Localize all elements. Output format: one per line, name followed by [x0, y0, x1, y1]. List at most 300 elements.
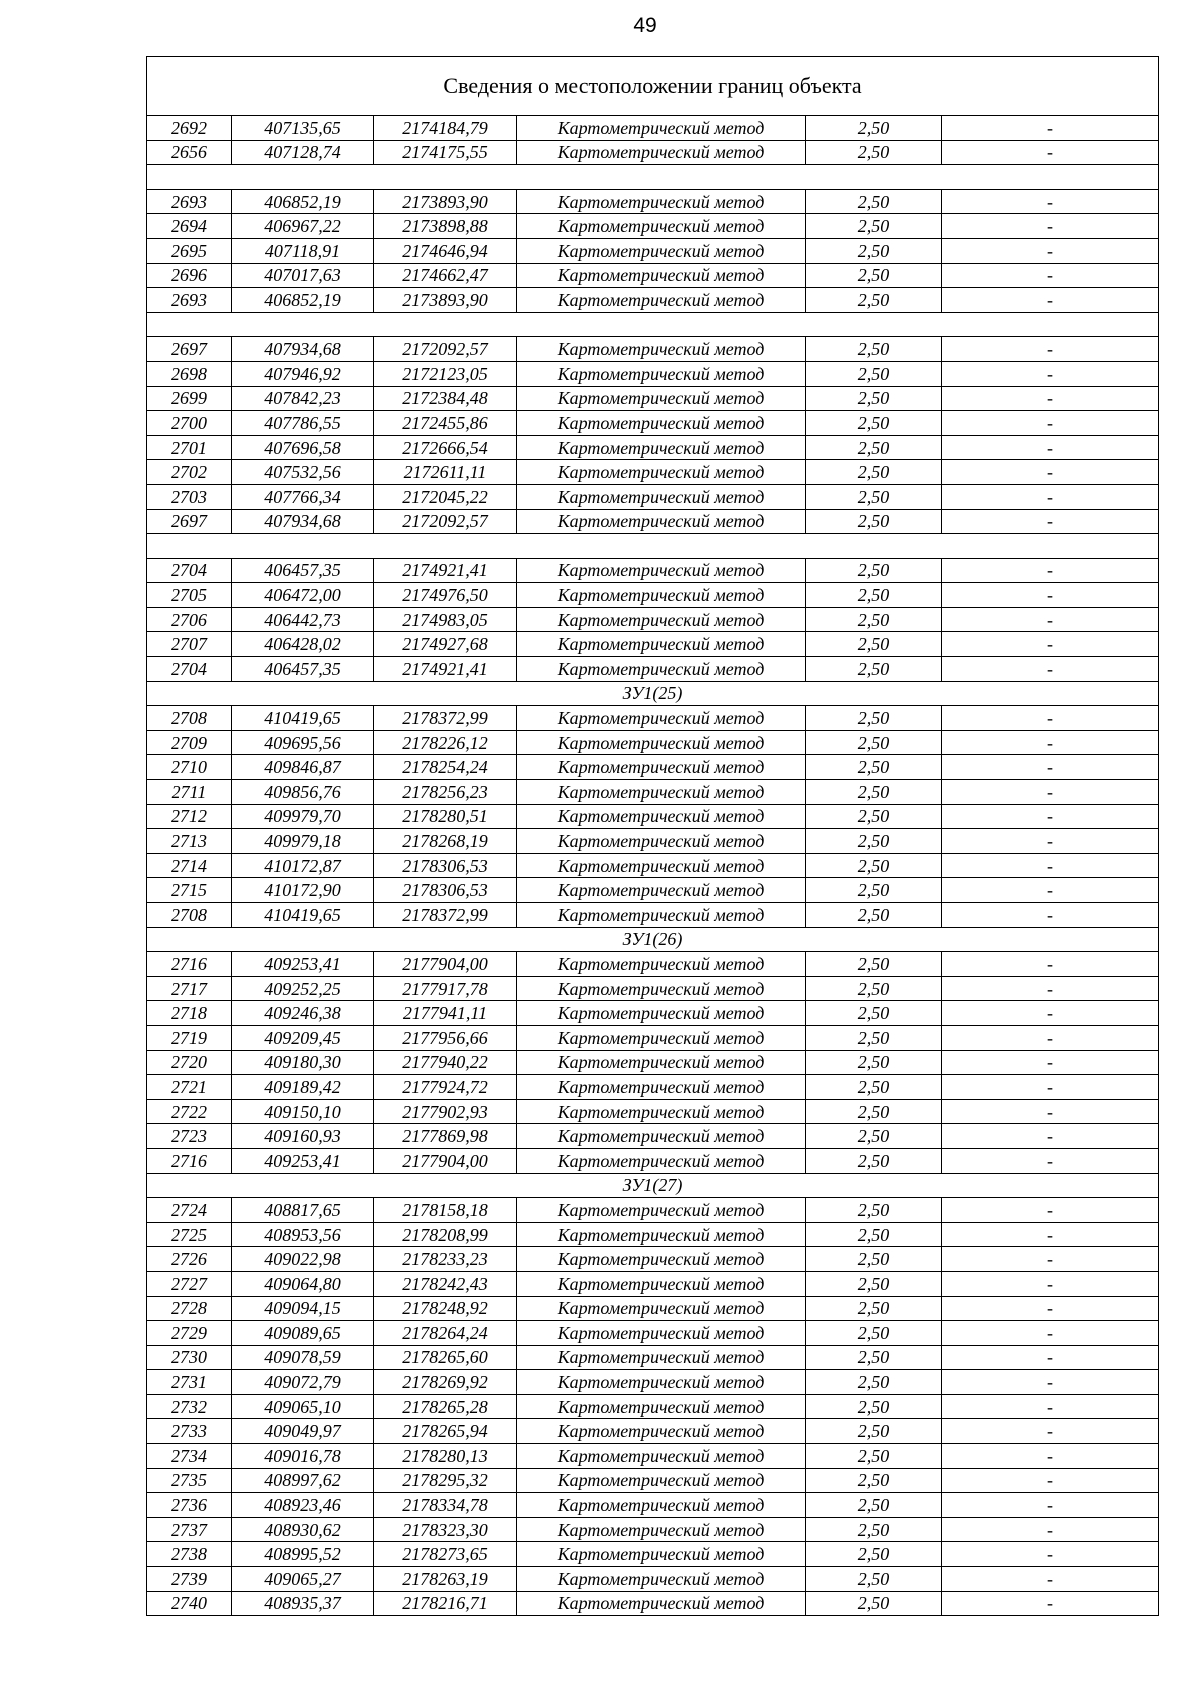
accuracy-cell: 2,50	[806, 238, 942, 263]
note-cell: -	[942, 1099, 1159, 1124]
method-cell: Картометрический метод	[517, 484, 806, 509]
point-number-cell: 2734	[147, 1444, 232, 1469]
y-coordinate-cell: 2178295,32	[374, 1468, 517, 1493]
table-row	[147, 1124, 1159, 1149]
method-cell: Картометрический метод	[517, 460, 806, 485]
y-coordinate-cell: 2178306,53	[374, 853, 517, 878]
method-cell: Картометрический метод	[517, 558, 806, 583]
table-row	[147, 657, 1159, 682]
y-coordinate-cell: 2178273,65	[374, 1542, 517, 1567]
method-cell: Картометрический метод	[517, 755, 806, 780]
accuracy-cell: 2,50	[806, 1271, 942, 1296]
note-cell: -	[942, 1419, 1159, 1444]
accuracy-cell: 2,50	[806, 1517, 942, 1542]
method-cell: Картометрический метод	[517, 288, 806, 313]
table-row	[147, 829, 1159, 854]
point-number-cell: 2708	[147, 903, 232, 928]
accuracy-cell: 2,50	[806, 189, 942, 214]
method-cell: Картометрический метод	[517, 1247, 806, 1272]
table-row	[147, 1542, 1159, 1567]
point-number-cell: 2721	[147, 1075, 232, 1100]
accuracy-cell: 2,50	[806, 558, 942, 583]
method-cell: Картометрический метод	[517, 238, 806, 263]
x-coordinate-cell: 407946,92	[232, 361, 374, 386]
note-cell: -	[942, 189, 1159, 214]
point-number-cell: 2714	[147, 853, 232, 878]
y-coordinate-cell: 2174976,50	[374, 583, 517, 608]
y-coordinate-cell: 2177940,22	[374, 1050, 517, 1075]
point-number-cell: 2718	[147, 1001, 232, 1026]
x-coordinate-cell: 408935,37	[232, 1591, 374, 1616]
table-row	[147, 1050, 1159, 1075]
y-coordinate-cell: 2178306,53	[374, 878, 517, 903]
note-cell: -	[942, 1271, 1159, 1296]
y-coordinate-cell: 2177904,00	[374, 1148, 517, 1173]
point-number-cell: 2717	[147, 976, 232, 1001]
boundary-table	[146, 56, 1159, 1616]
y-coordinate-cell: 2174175,55	[374, 140, 517, 165]
y-coordinate-cell: 2174921,41	[374, 558, 517, 583]
accuracy-cell: 2,50	[806, 484, 942, 509]
y-coordinate-cell: 2178280,51	[374, 804, 517, 829]
accuracy-cell: 2,50	[806, 460, 942, 485]
note-cell: -	[942, 411, 1159, 436]
y-coordinate-cell: 2173893,90	[374, 189, 517, 214]
point-number-cell: 2708	[147, 706, 232, 731]
accuracy-cell: 2,50	[806, 1493, 942, 1518]
x-coordinate-cell: 409253,41	[232, 1148, 374, 1173]
point-number-cell: 2722	[147, 1099, 232, 1124]
note-cell: -	[942, 730, 1159, 755]
y-coordinate-cell: 2178256,23	[374, 780, 517, 805]
accuracy-cell: 2,50	[806, 1296, 942, 1321]
table-row	[147, 1468, 1159, 1493]
method-cell: Картометрический метод	[517, 116, 806, 141]
method-cell: Картометрический метод	[517, 976, 806, 1001]
note-cell: -	[942, 632, 1159, 657]
accuracy-cell: 2,50	[806, 730, 942, 755]
note-cell: -	[942, 1394, 1159, 1419]
section-label: ЗУ1(25)	[147, 681, 1159, 706]
x-coordinate-cell: 407135,65	[232, 116, 374, 141]
note-cell: -	[942, 583, 1159, 608]
note-cell: -	[942, 1247, 1159, 1272]
point-number-cell: 2732	[147, 1394, 232, 1419]
y-coordinate-cell: 2178208,99	[374, 1222, 517, 1247]
method-cell: Картометрический метод	[517, 952, 806, 977]
accuracy-cell: 2,50	[806, 1222, 942, 1247]
note-cell: -	[942, 903, 1159, 928]
y-coordinate-cell: 2178158,18	[374, 1198, 517, 1223]
accuracy-cell: 2,50	[806, 755, 942, 780]
table-row	[147, 1296, 1159, 1321]
accuracy-cell: 2,50	[806, 337, 942, 362]
y-coordinate-cell: 2172611,11	[374, 460, 517, 485]
x-coordinate-cell: 409022,98	[232, 1247, 374, 1272]
accuracy-cell: 2,50	[806, 1468, 942, 1493]
x-coordinate-cell: 410172,87	[232, 853, 374, 878]
table-row	[147, 140, 1159, 165]
x-coordinate-cell: 410419,65	[232, 903, 374, 928]
x-coordinate-cell: 409016,78	[232, 1444, 374, 1469]
point-number-cell: 2739	[147, 1567, 232, 1592]
note-cell: -	[942, 1321, 1159, 1346]
point-number-cell: 2716	[147, 952, 232, 977]
accuracy-cell: 2,50	[806, 361, 942, 386]
table-row	[147, 1370, 1159, 1395]
note-cell: -	[942, 1198, 1159, 1223]
y-coordinate-cell: 2174646,94	[374, 238, 517, 263]
table-row	[147, 1321, 1159, 1346]
accuracy-cell: 2,50	[806, 435, 942, 460]
point-number-cell: 2704	[147, 657, 232, 682]
accuracy-cell: 2,50	[806, 657, 942, 682]
accuracy-cell: 2,50	[806, 706, 942, 731]
accuracy-cell: 2,50	[806, 1099, 942, 1124]
method-cell: Картометрический метод	[517, 1591, 806, 1616]
accuracy-cell: 2,50	[806, 1394, 942, 1419]
table-row	[147, 1099, 1159, 1124]
accuracy-cell: 2,50	[806, 607, 942, 632]
point-number-cell: 2692	[147, 116, 232, 141]
x-coordinate-cell: 409089,65	[232, 1321, 374, 1346]
point-number-cell: 2733	[147, 1419, 232, 1444]
spacer-row	[147, 534, 1159, 559]
y-coordinate-cell: 2178226,12	[374, 730, 517, 755]
table-row	[147, 263, 1159, 288]
x-coordinate-cell: 406428,02	[232, 632, 374, 657]
method-cell: Картометрический метод	[517, 1567, 806, 1592]
x-coordinate-cell: 409209,45	[232, 1025, 374, 1050]
y-coordinate-cell: 2174921,41	[374, 657, 517, 682]
table-row	[147, 214, 1159, 239]
method-cell: Картометрический метод	[517, 780, 806, 805]
table-row	[147, 1591, 1159, 1616]
table-row	[147, 1419, 1159, 1444]
boundary-table-container	[146, 56, 1158, 1616]
y-coordinate-cell: 2174184,79	[374, 116, 517, 141]
point-number-cell: 2700	[147, 411, 232, 436]
table-title: Сведения о местоположении границ объекта	[147, 57, 1159, 116]
note-cell: -	[942, 214, 1159, 239]
accuracy-cell: 2,50	[806, 1050, 942, 1075]
method-cell: Картометрический метод	[517, 706, 806, 731]
point-number-cell: 2712	[147, 804, 232, 829]
accuracy-cell: 2,50	[806, 116, 942, 141]
method-cell: Картометрический метод	[517, 214, 806, 239]
section-header-row	[147, 681, 1159, 706]
y-coordinate-cell: 2177869,98	[374, 1124, 517, 1149]
x-coordinate-cell: 408997,62	[232, 1468, 374, 1493]
table-row	[147, 509, 1159, 534]
accuracy-cell: 2,50	[806, 1247, 942, 1272]
spacer-cell	[147, 534, 1159, 559]
y-coordinate-cell: 2172666,54	[374, 435, 517, 460]
y-coordinate-cell: 2178233,23	[374, 1247, 517, 1272]
y-coordinate-cell: 2178372,99	[374, 903, 517, 928]
point-number-cell: 2694	[147, 214, 232, 239]
method-cell: Картометрический метод	[517, 1345, 806, 1370]
x-coordinate-cell: 409246,38	[232, 1001, 374, 1026]
note-cell: -	[942, 140, 1159, 165]
section-header-row	[147, 1173, 1159, 1198]
note-cell: -	[942, 263, 1159, 288]
y-coordinate-cell: 2172123,05	[374, 361, 517, 386]
note-cell: -	[942, 435, 1159, 460]
x-coordinate-cell: 409160,93	[232, 1124, 374, 1149]
x-coordinate-cell: 409064,80	[232, 1271, 374, 1296]
note-cell: -	[942, 657, 1159, 682]
table-row	[147, 755, 1159, 780]
table-row	[147, 706, 1159, 731]
y-coordinate-cell: 2174662,47	[374, 263, 517, 288]
table-row	[147, 903, 1159, 928]
x-coordinate-cell: 409695,56	[232, 730, 374, 755]
table-row	[147, 116, 1159, 141]
accuracy-cell: 2,50	[806, 1198, 942, 1223]
method-cell: Картометрический метод	[517, 263, 806, 288]
note-cell: -	[942, 1444, 1159, 1469]
x-coordinate-cell: 409846,87	[232, 755, 374, 780]
spacer-cell	[147, 312, 1159, 337]
note-cell: -	[942, 1296, 1159, 1321]
table-row	[147, 1567, 1159, 1592]
table-row	[147, 361, 1159, 386]
y-coordinate-cell: 2178280,13	[374, 1444, 517, 1469]
table-row	[147, 1517, 1159, 1542]
table-row	[147, 1222, 1159, 1247]
note-cell: -	[942, 1124, 1159, 1149]
note-cell: -	[942, 1148, 1159, 1173]
note-cell: -	[942, 1517, 1159, 1542]
table-row	[147, 484, 1159, 509]
accuracy-cell: 2,50	[806, 1321, 942, 1346]
section-header-row	[147, 927, 1159, 952]
table-row	[147, 583, 1159, 608]
accuracy-cell: 2,50	[806, 263, 942, 288]
table-row	[147, 878, 1159, 903]
method-cell: Картометрический метод	[517, 607, 806, 632]
table-row	[147, 411, 1159, 436]
table-row	[147, 1198, 1159, 1223]
x-coordinate-cell: 407128,74	[232, 140, 374, 165]
method-cell: Картометрический метод	[517, 1124, 806, 1149]
x-coordinate-cell: 409979,70	[232, 804, 374, 829]
note-cell: -	[942, 1468, 1159, 1493]
table-title-row	[147, 57, 1159, 116]
x-coordinate-cell: 406852,19	[232, 288, 374, 313]
method-cell: Картометрический метод	[517, 1493, 806, 1518]
table-row	[147, 1271, 1159, 1296]
accuracy-cell: 2,50	[806, 804, 942, 829]
accuracy-cell: 2,50	[806, 509, 942, 534]
point-number-cell: 2738	[147, 1542, 232, 1567]
method-cell: Картометрический метод	[517, 1370, 806, 1395]
method-cell: Картометрический метод	[517, 1099, 806, 1124]
y-coordinate-cell: 2178372,99	[374, 706, 517, 731]
table-row	[147, 288, 1159, 313]
accuracy-cell: 2,50	[806, 853, 942, 878]
point-number-cell: 2727	[147, 1271, 232, 1296]
table-row	[147, 460, 1159, 485]
point-number-cell: 2701	[147, 435, 232, 460]
accuracy-cell: 2,50	[806, 1025, 942, 1050]
spacer-row	[147, 312, 1159, 337]
x-coordinate-cell: 407934,68	[232, 337, 374, 362]
method-cell: Картометрический метод	[517, 386, 806, 411]
method-cell: Картометрический метод	[517, 337, 806, 362]
table-row	[147, 386, 1159, 411]
method-cell: Картометрический метод	[517, 1517, 806, 1542]
accuracy-cell: 2,50	[806, 878, 942, 903]
note-cell: -	[942, 484, 1159, 509]
y-coordinate-cell: 2178265,60	[374, 1345, 517, 1370]
note-cell: -	[942, 706, 1159, 731]
note-cell: -	[942, 1542, 1159, 1567]
x-coordinate-cell: 409252,25	[232, 976, 374, 1001]
accuracy-cell: 2,50	[806, 1345, 942, 1370]
note-cell: -	[942, 1025, 1159, 1050]
table-row	[147, 1247, 1159, 1272]
y-coordinate-cell: 2172092,57	[374, 337, 517, 362]
x-coordinate-cell: 406457,35	[232, 657, 374, 682]
table-row	[147, 189, 1159, 214]
method-cell: Картометрический метод	[517, 730, 806, 755]
method-cell: Картометрический метод	[517, 853, 806, 878]
x-coordinate-cell: 409189,42	[232, 1075, 374, 1100]
x-coordinate-cell: 407118,91	[232, 238, 374, 263]
y-coordinate-cell: 2178269,92	[374, 1370, 517, 1395]
point-number-cell: 2713	[147, 829, 232, 854]
x-coordinate-cell: 410419,65	[232, 706, 374, 731]
point-number-cell: 2699	[147, 386, 232, 411]
note-cell: -	[942, 116, 1159, 141]
accuracy-cell: 2,50	[806, 386, 942, 411]
table-row	[147, 337, 1159, 362]
y-coordinate-cell: 2178264,24	[374, 1321, 517, 1346]
point-number-cell: 2740	[147, 1591, 232, 1616]
accuracy-cell: 2,50	[806, 214, 942, 239]
y-coordinate-cell: 2178216,71	[374, 1591, 517, 1616]
note-cell: -	[942, 386, 1159, 411]
x-coordinate-cell: 406457,35	[232, 558, 374, 583]
y-coordinate-cell: 2178323,30	[374, 1517, 517, 1542]
table-row	[147, 730, 1159, 755]
method-cell: Картометрический метод	[517, 632, 806, 657]
point-number-cell: 2693	[147, 288, 232, 313]
x-coordinate-cell: 407934,68	[232, 509, 374, 534]
y-coordinate-cell: 2178265,28	[374, 1394, 517, 1419]
table-row	[147, 1001, 1159, 1026]
point-number-cell: 2705	[147, 583, 232, 608]
method-cell: Картометрический метод	[517, 1296, 806, 1321]
point-number-cell: 2715	[147, 878, 232, 903]
spacer-row	[147, 165, 1159, 190]
note-cell: -	[942, 607, 1159, 632]
point-number-cell: 2695	[147, 238, 232, 263]
note-cell: -	[942, 804, 1159, 829]
note-cell: -	[942, 952, 1159, 977]
point-number-cell: 2697	[147, 509, 232, 534]
y-coordinate-cell: 2172455,86	[374, 411, 517, 436]
note-cell: -	[942, 288, 1159, 313]
accuracy-cell: 2,50	[806, 829, 942, 854]
point-number-cell: 2716	[147, 1148, 232, 1173]
accuracy-cell: 2,50	[806, 140, 942, 165]
y-coordinate-cell: 2177956,66	[374, 1025, 517, 1050]
note-cell: -	[942, 780, 1159, 805]
table-row	[147, 1394, 1159, 1419]
note-cell: -	[942, 460, 1159, 485]
accuracy-cell: 2,50	[806, 583, 942, 608]
accuracy-cell: 2,50	[806, 952, 942, 977]
note-cell: -	[942, 509, 1159, 534]
x-coordinate-cell: 406852,19	[232, 189, 374, 214]
point-number-cell: 2711	[147, 780, 232, 805]
method-cell: Картометрический метод	[517, 411, 806, 436]
x-coordinate-cell: 409253,41	[232, 952, 374, 977]
y-coordinate-cell: 2173898,88	[374, 214, 517, 239]
method-cell: Картометрический метод	[517, 1025, 806, 1050]
accuracy-cell: 2,50	[806, 1567, 942, 1592]
point-number-cell: 2728	[147, 1296, 232, 1321]
note-cell: -	[942, 1567, 1159, 1592]
x-coordinate-cell: 409094,15	[232, 1296, 374, 1321]
method-cell: Картометрический метод	[517, 1419, 806, 1444]
method-cell: Картометрический метод	[517, 1198, 806, 1223]
point-number-cell: 2710	[147, 755, 232, 780]
table-row	[147, 1444, 1159, 1469]
x-coordinate-cell: 407532,56	[232, 460, 374, 485]
accuracy-cell: 2,50	[806, 1148, 942, 1173]
method-cell: Картометрический метод	[517, 1271, 806, 1296]
method-cell: Картометрический метод	[517, 509, 806, 534]
y-coordinate-cell: 2178254,24	[374, 755, 517, 780]
x-coordinate-cell: 409049,97	[232, 1419, 374, 1444]
point-number-cell: 2656	[147, 140, 232, 165]
table-row	[147, 632, 1159, 657]
point-number-cell: 2723	[147, 1124, 232, 1149]
spacer-cell	[147, 165, 1159, 190]
x-coordinate-cell: 406472,00	[232, 583, 374, 608]
table-row	[147, 558, 1159, 583]
method-cell: Картометрический метод	[517, 1050, 806, 1075]
table-row	[147, 1148, 1159, 1173]
x-coordinate-cell: 408930,62	[232, 1517, 374, 1542]
method-cell: Картометрический метод	[517, 361, 806, 386]
table-row	[147, 1493, 1159, 1518]
y-coordinate-cell: 2178248,92	[374, 1296, 517, 1321]
point-number-cell: 2731	[147, 1370, 232, 1395]
point-number-cell: 2735	[147, 1468, 232, 1493]
x-coordinate-cell: 410172,90	[232, 878, 374, 903]
note-cell: -	[942, 1001, 1159, 1026]
point-number-cell: 2702	[147, 460, 232, 485]
method-cell: Картометрический метод	[517, 829, 806, 854]
point-number-cell: 2709	[147, 730, 232, 755]
accuracy-cell: 2,50	[806, 1444, 942, 1469]
x-coordinate-cell: 409072,79	[232, 1370, 374, 1395]
point-number-cell: 2724	[147, 1198, 232, 1223]
note-cell: -	[942, 878, 1159, 903]
point-number-cell: 2726	[147, 1247, 232, 1272]
y-coordinate-cell: 2173893,90	[374, 288, 517, 313]
x-coordinate-cell: 407017,63	[232, 263, 374, 288]
point-number-cell: 2698	[147, 361, 232, 386]
accuracy-cell: 2,50	[806, 780, 942, 805]
method-cell: Картометрический метод	[517, 1001, 806, 1026]
table-row	[147, 1075, 1159, 1100]
